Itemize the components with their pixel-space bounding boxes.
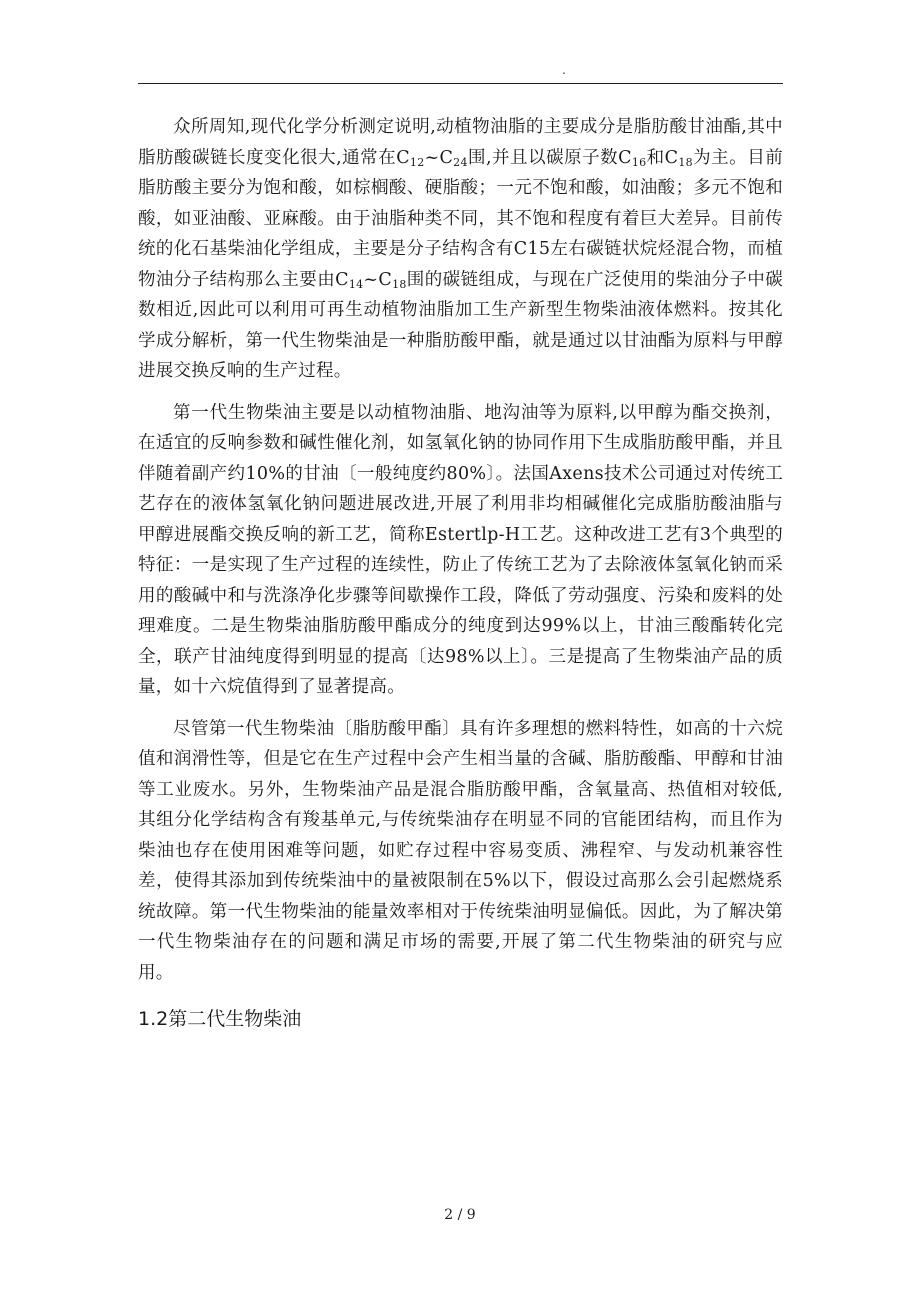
text-run: ~C	[424, 147, 454, 168]
page-number: 2 / 9	[444, 1207, 476, 1223]
subscript: 12	[409, 155, 425, 169]
text-run: 第一代生物柴油主要是以动植物油脂、地沟油等为原料,以甲醇为酯交换剂，在适宜的反响参数和碱性催化剂，如氢氧化钠的协同作用下生成脂肪酸甲酯，并且伴随着副产约10%的甘油〔一般纯度约80%〕。法国Axens技术公司通过对传统工艺存在的液体氢氧化钠问题进展改进,开展了利用非均相碱催化完成脂肪酸油脂与甲醇进展酯交换反响的新工艺，简称Estertlp-H工艺。这种改进工艺有3个典型的特征：一是实现了生产过程的连续性，防止了传统工艺为了去除液体氢氧化钠而采用的酸碱中和与洗涤净化步骤等间歇操作工段，降低了劳动强度、污染和废料的处理难度。二是生物柴油脂肪酸甲酯成分的纯度到达99%以上，甘油三酸酯转化完全，联产甘油纯度得到明显的提高〔达98%以上〕。三是提高了生物柴油产品的质量，如十六烷值得到了显著提高。	[138, 402, 783, 697]
text-run: 围,并且以碳原子数C	[467, 147, 632, 168]
subscript: 14	[348, 277, 364, 291]
paragraph-fatty-acid-composition	[138, 112, 783, 387]
text-run: 为主。目前脂肪酸主要分为饱和酸，如棕榈酸、硬脂酸；一元不饱和酸，如油酸；多元不饱和酸，如亚油酸、亚麻酸。由于油脂种类不同，其不饱和程度有着巨大差异。目前传统的化石基柴油化学组成，主要是分子结构含有C15左右碳链状烷烃混合物，而植物油分子结构那么主要由C	[138, 147, 783, 290]
text-run: ~C	[363, 269, 393, 290]
subscript: 16	[631, 155, 647, 169]
text-run: 众所周知,现代化学分析测定说明,动植物油脂的主要成分是脂肪酸甘油酯,其中脂肪酸碳链长度变化很大,通常在C	[138, 117, 783, 168]
paragraph-first-gen-biodiesel-process	[138, 398, 783, 703]
text-run: 和C	[646, 147, 679, 168]
paragraph-first-gen-limitations	[138, 714, 783, 989]
header-rule	[138, 83, 783, 84]
text-run: 围的碳链组成，与现在广泛使用的柴油分子中碳数相近,因此可以利用可再生动植物油脂加工生产新型生物柴油液体燃料。按其化学成分解析，第一代生物柴油是一种脂肪酸甲酯，就是通过以甘油酯为原料与甲醇进展交换反响的生产过程。	[138, 269, 783, 381]
subscript: 24	[453, 155, 468, 169]
subscript: 18	[392, 277, 407, 291]
section-heading: 1.2第二代生物柴油	[138, 1008, 302, 1030]
header-mark: .	[562, 63, 566, 77]
text-run: 尽管第一代生物柴油〔脂肪酸甲酯〕具有许多理想的燃料特性，如高的十六烷值和润滑性等，但是它在生产过程中会产生相当量的含碱、脂肪酸酯、甲醇和甘油等工业废水。另外，生物柴油产品是混合脂肪酸甲酯，含氧量高、热值相对较低,其组分化学结构含有羧基单元,与传统柴油存在明显不同的官能团结构，而且作为柴油也存在使用困难等问题，如贮存过程中容易变质、沸程窄、与发动机兼容性差，使得其添加到传统柴油中的量被限制在5%以下，假设过高那么会引起燃烧系统故障。第一代生物柴油的能量效率相对于传统柴油明显偏低。因此，为了解决第一代生物柴油存在的问题和满足市场的需要,开展了第二代生物柴油的研究与应用。	[138, 718, 783, 983]
subscript: 18	[678, 155, 693, 169]
document-body	[138, 112, 783, 1034]
